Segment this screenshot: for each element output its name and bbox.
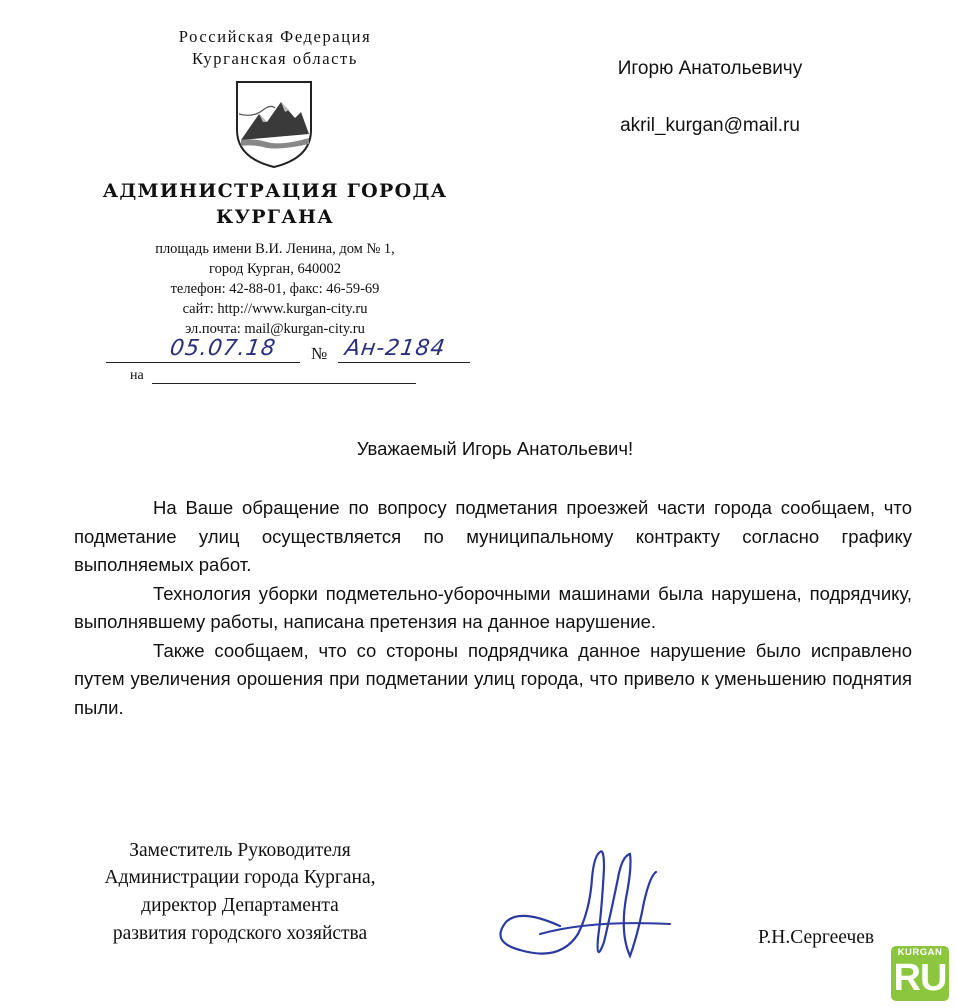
- greeting: Уважаемый Игорь Анатольевич!: [356, 438, 634, 459]
- region-name: Курганская область: [192, 49, 358, 68]
- logo-small-text: KURGAN: [897, 947, 943, 958]
- website-line: сайт: http://www.kurgan-city.ru: [182, 301, 368, 317]
- date-underline: [106, 362, 300, 363]
- handwritten-number: Ан-2184: [343, 336, 448, 361]
- phone-fax-line: телефон: 42-88-01, факс: 46-59-69: [170, 281, 380, 297]
- number-sign: №: [311, 344, 328, 363]
- signer-position-line4: развития городского хозяйства: [112, 923, 368, 944]
- recipient-name: Игорю Анатольевичу: [617, 58, 803, 79]
- signer-name: Р.Н.Сергеечев: [758, 927, 875, 948]
- logo-big-text: RU: [893, 957, 947, 999]
- signer-position-line2: Администрации города Кургана,: [104, 867, 376, 888]
- coat-of-arms-icon: [233, 78, 315, 170]
- address-line2: город Курган, 640002: [209, 261, 341, 277]
- reference-label: на: [130, 368, 144, 383]
- admin-title-line1: АДМИНИСТРАЦИЯ ГОРОДА: [102, 180, 448, 202]
- recipient-email: akril_kurgan@mail.ru: [620, 115, 800, 136]
- body-paragraph-3: Также сообщаем, что со стороны подрядчика данное нарушение было исправлено путем увеличения орошения при подметании улиц города, что привело к уменьшению поднятия пыли.: [74, 639, 912, 718]
- signer-position-line1: Заместитель Руководителя: [129, 840, 351, 861]
- country-name: Российская Федерация: [178, 27, 372, 46]
- body-paragraph-1: На Ваше обращение по вопросу подметания проезжей части города сообщаем, что подметание улиц осуществляется по муниципальному контракту согласно графику выполняемых работ.: [74, 497, 912, 575]
- admin-title-line2: КУРГАНА: [215, 206, 335, 228]
- body-paragraph-2: Технология уборки подметельно-уборочными машинами была нарушена, подрядчику, выполнявшему работы, написана претензия на данное нарушение.: [74, 582, 912, 632]
- address-line1: площадь имени В.И. Ленина, дом № 1,: [155, 241, 395, 257]
- email-line: эл.почта: mail@kurgan-city.ru: [185, 321, 365, 337]
- number-underline: [338, 362, 470, 363]
- reference-underline: [152, 383, 416, 384]
- handwritten-signature: [480, 838, 690, 970]
- signer-position-line3: директор Департамента: [141, 895, 339, 916]
- letter-body: [74, 494, 912, 722]
- handwritten-date: 05.07.18: [168, 336, 278, 361]
